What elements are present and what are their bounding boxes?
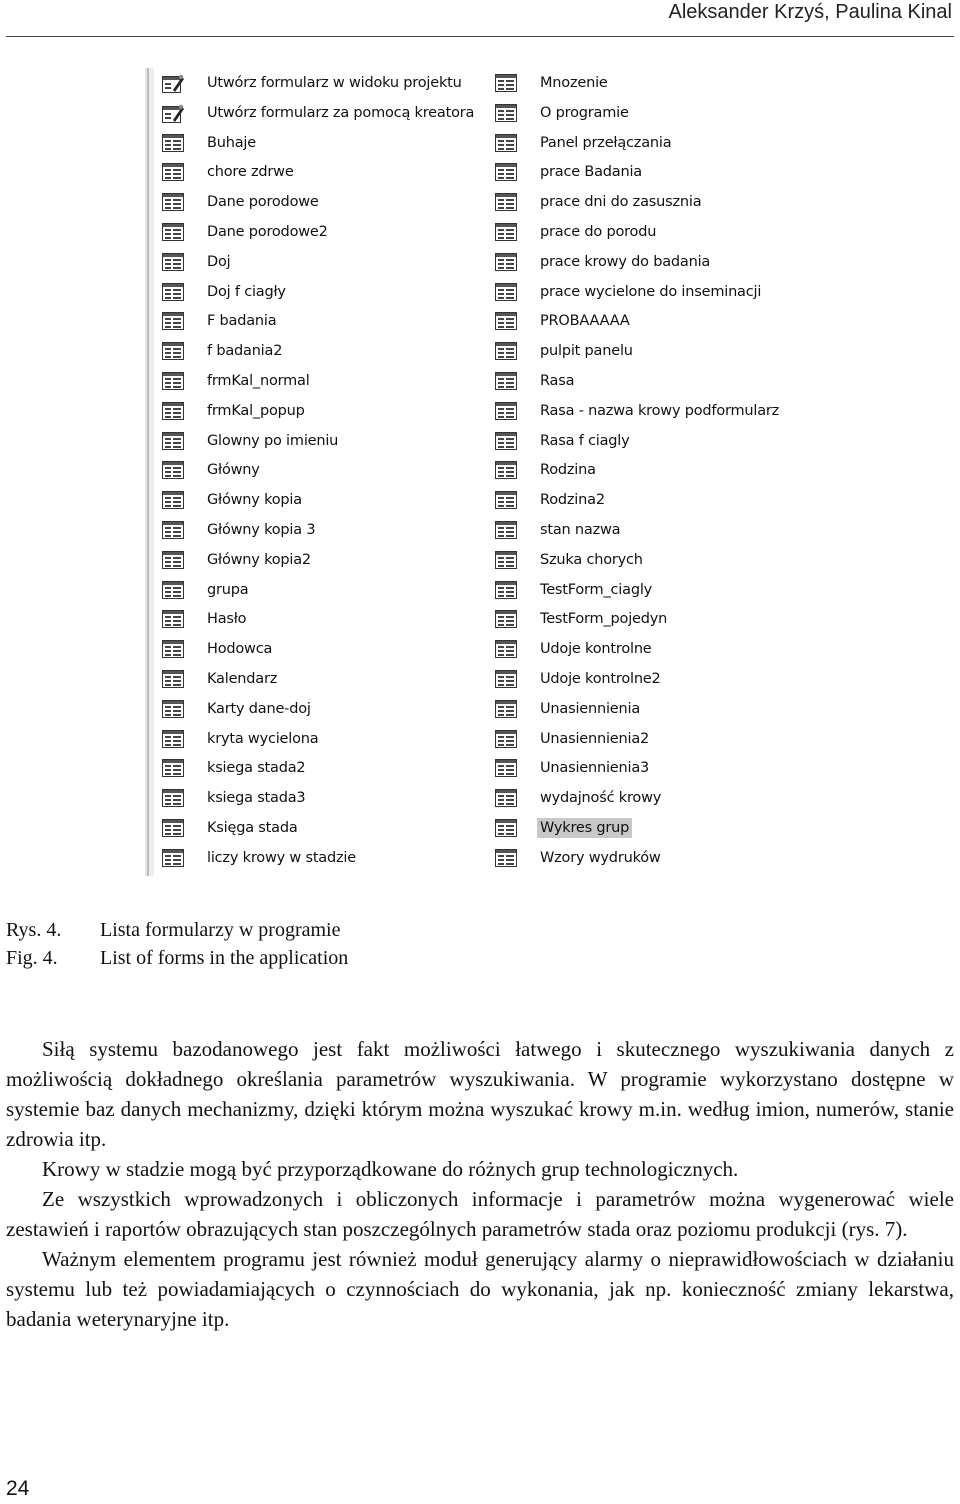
form-icon (495, 700, 517, 718)
form-item[interactable] (162, 278, 289, 306)
form-item[interactable] (495, 69, 611, 97)
forms-list-screenshot (145, 68, 805, 876)
form-item[interactable] (495, 725, 652, 753)
form-icon (162, 670, 184, 688)
form-item[interactable] (495, 397, 782, 425)
form-icon (495, 223, 517, 241)
form-icon (495, 283, 517, 301)
form-item[interactable] (495, 307, 633, 335)
form-item-label: TestForm_ciagly (540, 581, 653, 598)
paragraph-3: Ze wszystkich wprowadzonych i obliczonych informacje i parametrów można wygenerować wiele zestawień i raportów obrazujących stan poszczególnych parametrów stada oraz poziomu produkcji (rys. 7). (6, 1187, 954, 1241)
form-item-label: Szuka chorych (540, 551, 643, 568)
form-item-label: Unasiennienia3 (540, 760, 650, 777)
form-item-label: Unasiennienia2 (540, 730, 650, 747)
form-item[interactable] (495, 754, 652, 782)
form-item-label: frmKal_popup (207, 402, 305, 419)
form-item-label: prace Badania (540, 164, 642, 181)
form-item[interactable] (495, 546, 646, 574)
form-icon (162, 461, 184, 479)
form-icon (162, 372, 184, 390)
form-item-label: Unasiennienia (540, 700, 641, 717)
form-item-label: Główny kopia 3 (207, 522, 316, 538)
form-icon (162, 789, 184, 807)
form-icon (162, 610, 184, 628)
wizard-form-icon (162, 104, 184, 122)
form-icon (495, 253, 517, 271)
form-icon (162, 402, 184, 420)
form-item-label: Rasa - nazwa krowy podformularz (540, 402, 780, 419)
form-item-label: Główny kopia (207, 492, 302, 509)
form-item[interactable] (495, 158, 645, 186)
form-item-label: Hodowca (207, 641, 273, 658)
form-item[interactable] (495, 784, 664, 812)
form-item[interactable] (162, 427, 341, 455)
form-item-label: prace wycielone do inseminacji (540, 283, 762, 300)
form-item-label: Główny (207, 462, 260, 479)
form-item[interactable] (495, 367, 577, 395)
form-item[interactable] (495, 248, 713, 276)
form-icon (162, 134, 184, 152)
form-icon (495, 640, 517, 658)
form-item[interactable] (495, 605, 670, 633)
form-item-label: pulpit panelu (540, 343, 633, 360)
form-item-label: frmKal_normal (207, 373, 310, 389)
form-item[interactable] (495, 456, 599, 484)
form-item-label: f badania2 (207, 343, 283, 360)
form-icon (495, 789, 517, 807)
form-icon (162, 283, 184, 301)
form-item-label: Utwórz formularz za pomocą kreatora (207, 104, 475, 121)
window-left-edge (145, 68, 154, 876)
form-item-label: Księga stada (207, 820, 298, 836)
form-item-label: Doj (207, 253, 231, 270)
form-item[interactable] (162, 367, 313, 395)
form-icon (495, 849, 517, 867)
form-item[interactable] (495, 695, 643, 723)
form-item[interactable] (162, 844, 359, 872)
form-icon (495, 730, 517, 748)
paragraph-1: Siłą systemu bazodanowego jest fakt możliwości łatwego i skutecznego wyszukiwania danych z możliwością dokładnego określania parametrów wyszukiwania. W programie wykorzystano dostępne w systemie baz danych mechanizmy, dzięki którym można wyszukać krowy m.in. według imion, numerów, stanie zdrowia itp. (6, 1037, 954, 1151)
form-item[interactable] (495, 129, 674, 157)
form-item[interactable] (162, 307, 279, 335)
form-item[interactable] (162, 725, 321, 753)
form-icon (162, 342, 184, 360)
form-item-label: PROBAAAAA (540, 313, 630, 330)
caption-number-pl: Rys. 4. (6, 919, 62, 941)
form-icon (162, 581, 184, 599)
form-item[interactable] (162, 576, 251, 604)
form-icon (495, 759, 517, 777)
form-item[interactable] (162, 665, 280, 693)
form-item[interactable] (162, 397, 308, 425)
form-icon (495, 342, 517, 360)
form-icon (495, 521, 517, 539)
form-item-label: chore zdrwe (207, 164, 294, 181)
form-item-label: grupa (207, 581, 249, 598)
form-icon (495, 551, 517, 569)
body-text (6, 1034, 954, 1334)
form-icon (495, 74, 517, 92)
form-icon (162, 163, 184, 181)
form-item-label: Buhaje (207, 134, 256, 151)
form-item[interactable] (162, 69, 465, 97)
form-item[interactable] (495, 814, 632, 842)
form-icon (162, 253, 184, 271)
form-item-label: Wzory wydruków (540, 849, 661, 866)
form-item[interactable] (495, 278, 764, 306)
form-item-label: ksiega stada2 (207, 760, 306, 777)
form-item-label: Rodzina2 (540, 492, 605, 509)
form-item-label: Kalendarz (207, 671, 278, 687)
form-item[interactable] (162, 784, 308, 812)
form-item[interactable] (495, 99, 632, 127)
design-form-icon (162, 74, 184, 92)
form-item-label: Utwórz formularz w widoku projektu (207, 75, 462, 91)
form-item-label: O programie (540, 104, 629, 121)
form-item-label: liczy krowy w stadzie (207, 849, 356, 866)
form-icon (495, 104, 517, 122)
form-item[interactable] (495, 427, 633, 455)
form-icon (495, 491, 517, 509)
form-icon (495, 163, 517, 181)
form-icon (495, 134, 517, 152)
form-icon (162, 551, 184, 569)
form-icon (162, 491, 184, 509)
form-item-label: Rasa f ciagly (540, 432, 630, 449)
form-item-label: ksiega stada3 (207, 790, 306, 807)
form-item[interactable] (495, 188, 704, 216)
form-item-label: Doj f ciagły (207, 283, 286, 300)
form-icon (162, 730, 184, 748)
form-icon (162, 700, 184, 718)
figure-caption (6, 916, 348, 972)
form-icon (162, 223, 184, 241)
form-icon (495, 432, 517, 450)
form-item-label: prace krowy do badania (540, 253, 711, 270)
form-item-label: Mnozenie (540, 75, 608, 91)
form-item-label: TestForm_pojedyn (540, 611, 668, 628)
form-icon (495, 670, 517, 688)
form-icon (495, 312, 517, 330)
form-item-label: Dane porodowe (207, 194, 319, 211)
form-item[interactable] (495, 844, 664, 872)
form-item[interactable] (162, 337, 285, 365)
form-item[interactable] (162, 814, 301, 842)
form-item[interactable] (495, 576, 655, 604)
form-item[interactable] (162, 486, 305, 514)
form-icon (495, 402, 517, 420)
form-item-label: Dane porodowe2 (207, 224, 328, 240)
form-icon (495, 461, 517, 479)
page-number: 24 (6, 1477, 30, 1500)
form-item[interactable] (162, 129, 259, 157)
form-item[interactable] (162, 546, 314, 574)
form-item[interactable] (162, 754, 308, 782)
form-item-label: Hasło (207, 611, 247, 628)
form-item[interactable] (162, 695, 314, 723)
form-item[interactable] (495, 665, 664, 693)
form-item-label: Glowny po imieniu (207, 432, 339, 449)
form-item[interactable] (495, 635, 655, 663)
form-item[interactable] (495, 337, 636, 365)
form-item[interactable] (162, 188, 322, 216)
form-item-label: wydajność krowy (540, 790, 662, 807)
form-item[interactable] (162, 605, 249, 633)
form-icon (162, 849, 184, 867)
caption-number-en: Fig. 4. (6, 947, 58, 969)
paragraph-2: Krowy w stadzie mogą być przyporządkowane do różnych grup technologicznych. (42, 1157, 739, 1181)
form-icon (162, 312, 184, 330)
paragraph-4: Ważnym elementem programu jest również moduł generujący alarmy o nieprawidłowościach w działaniu systemu lub też powiadamiających o czynnościach do wykonania, jak np. konieczność zmiany lekarstwa, badania weterynaryjne itp. (6, 1247, 954, 1331)
form-icon (495, 819, 517, 837)
form-item[interactable] (162, 516, 318, 544)
form-item[interactable] (162, 158, 297, 186)
caption-text-en: List of forms in the application (100, 947, 349, 969)
form-item-label: Udoje kontrolne2 (540, 671, 661, 687)
form-item[interactable] (495, 218, 659, 246)
form-item-label: Udoje kontrolne (540, 641, 652, 658)
form-icon (495, 610, 517, 628)
form-icon (495, 193, 517, 211)
caption-text-pl: Lista formularzy w programie (100, 919, 341, 941)
form-icon (162, 640, 184, 658)
form-item[interactable] (162, 456, 263, 484)
form-item-label: prace dni do zasusznia (540, 194, 702, 211)
form-item[interactable] (495, 486, 608, 514)
header-authors: Aleksander Krzyś, Paulina Kinal (668, 1, 952, 23)
form-item-label: Rasa (540, 373, 575, 389)
form-icon (162, 819, 184, 837)
form-item-label: Panel przełączania (540, 134, 672, 151)
form-icon (162, 521, 184, 539)
form-item-label: stan nazwa (540, 522, 621, 538)
form-item-label: Wykres grup (537, 818, 632, 838)
form-item[interactable] (162, 99, 477, 127)
form-icon (162, 432, 184, 450)
form-icon (162, 759, 184, 777)
form-item-label: F badania (207, 313, 277, 330)
form-item-label: kryta wycielona (207, 730, 319, 747)
form-item-label: Główny kopia2 (207, 551, 311, 568)
form-item[interactable] (162, 635, 275, 663)
form-icon (162, 193, 184, 211)
form-item[interactable] (495, 516, 623, 544)
form-item-label: Rodzina (540, 462, 596, 479)
page-header (6, 0, 954, 37)
form-icon (495, 372, 517, 390)
form-item-label: prace do porodu (540, 224, 657, 240)
form-item-label: Karty dane-doj (207, 700, 311, 717)
form-item[interactable] (162, 218, 331, 246)
form-icon (495, 581, 517, 599)
form-item[interactable] (162, 248, 233, 276)
